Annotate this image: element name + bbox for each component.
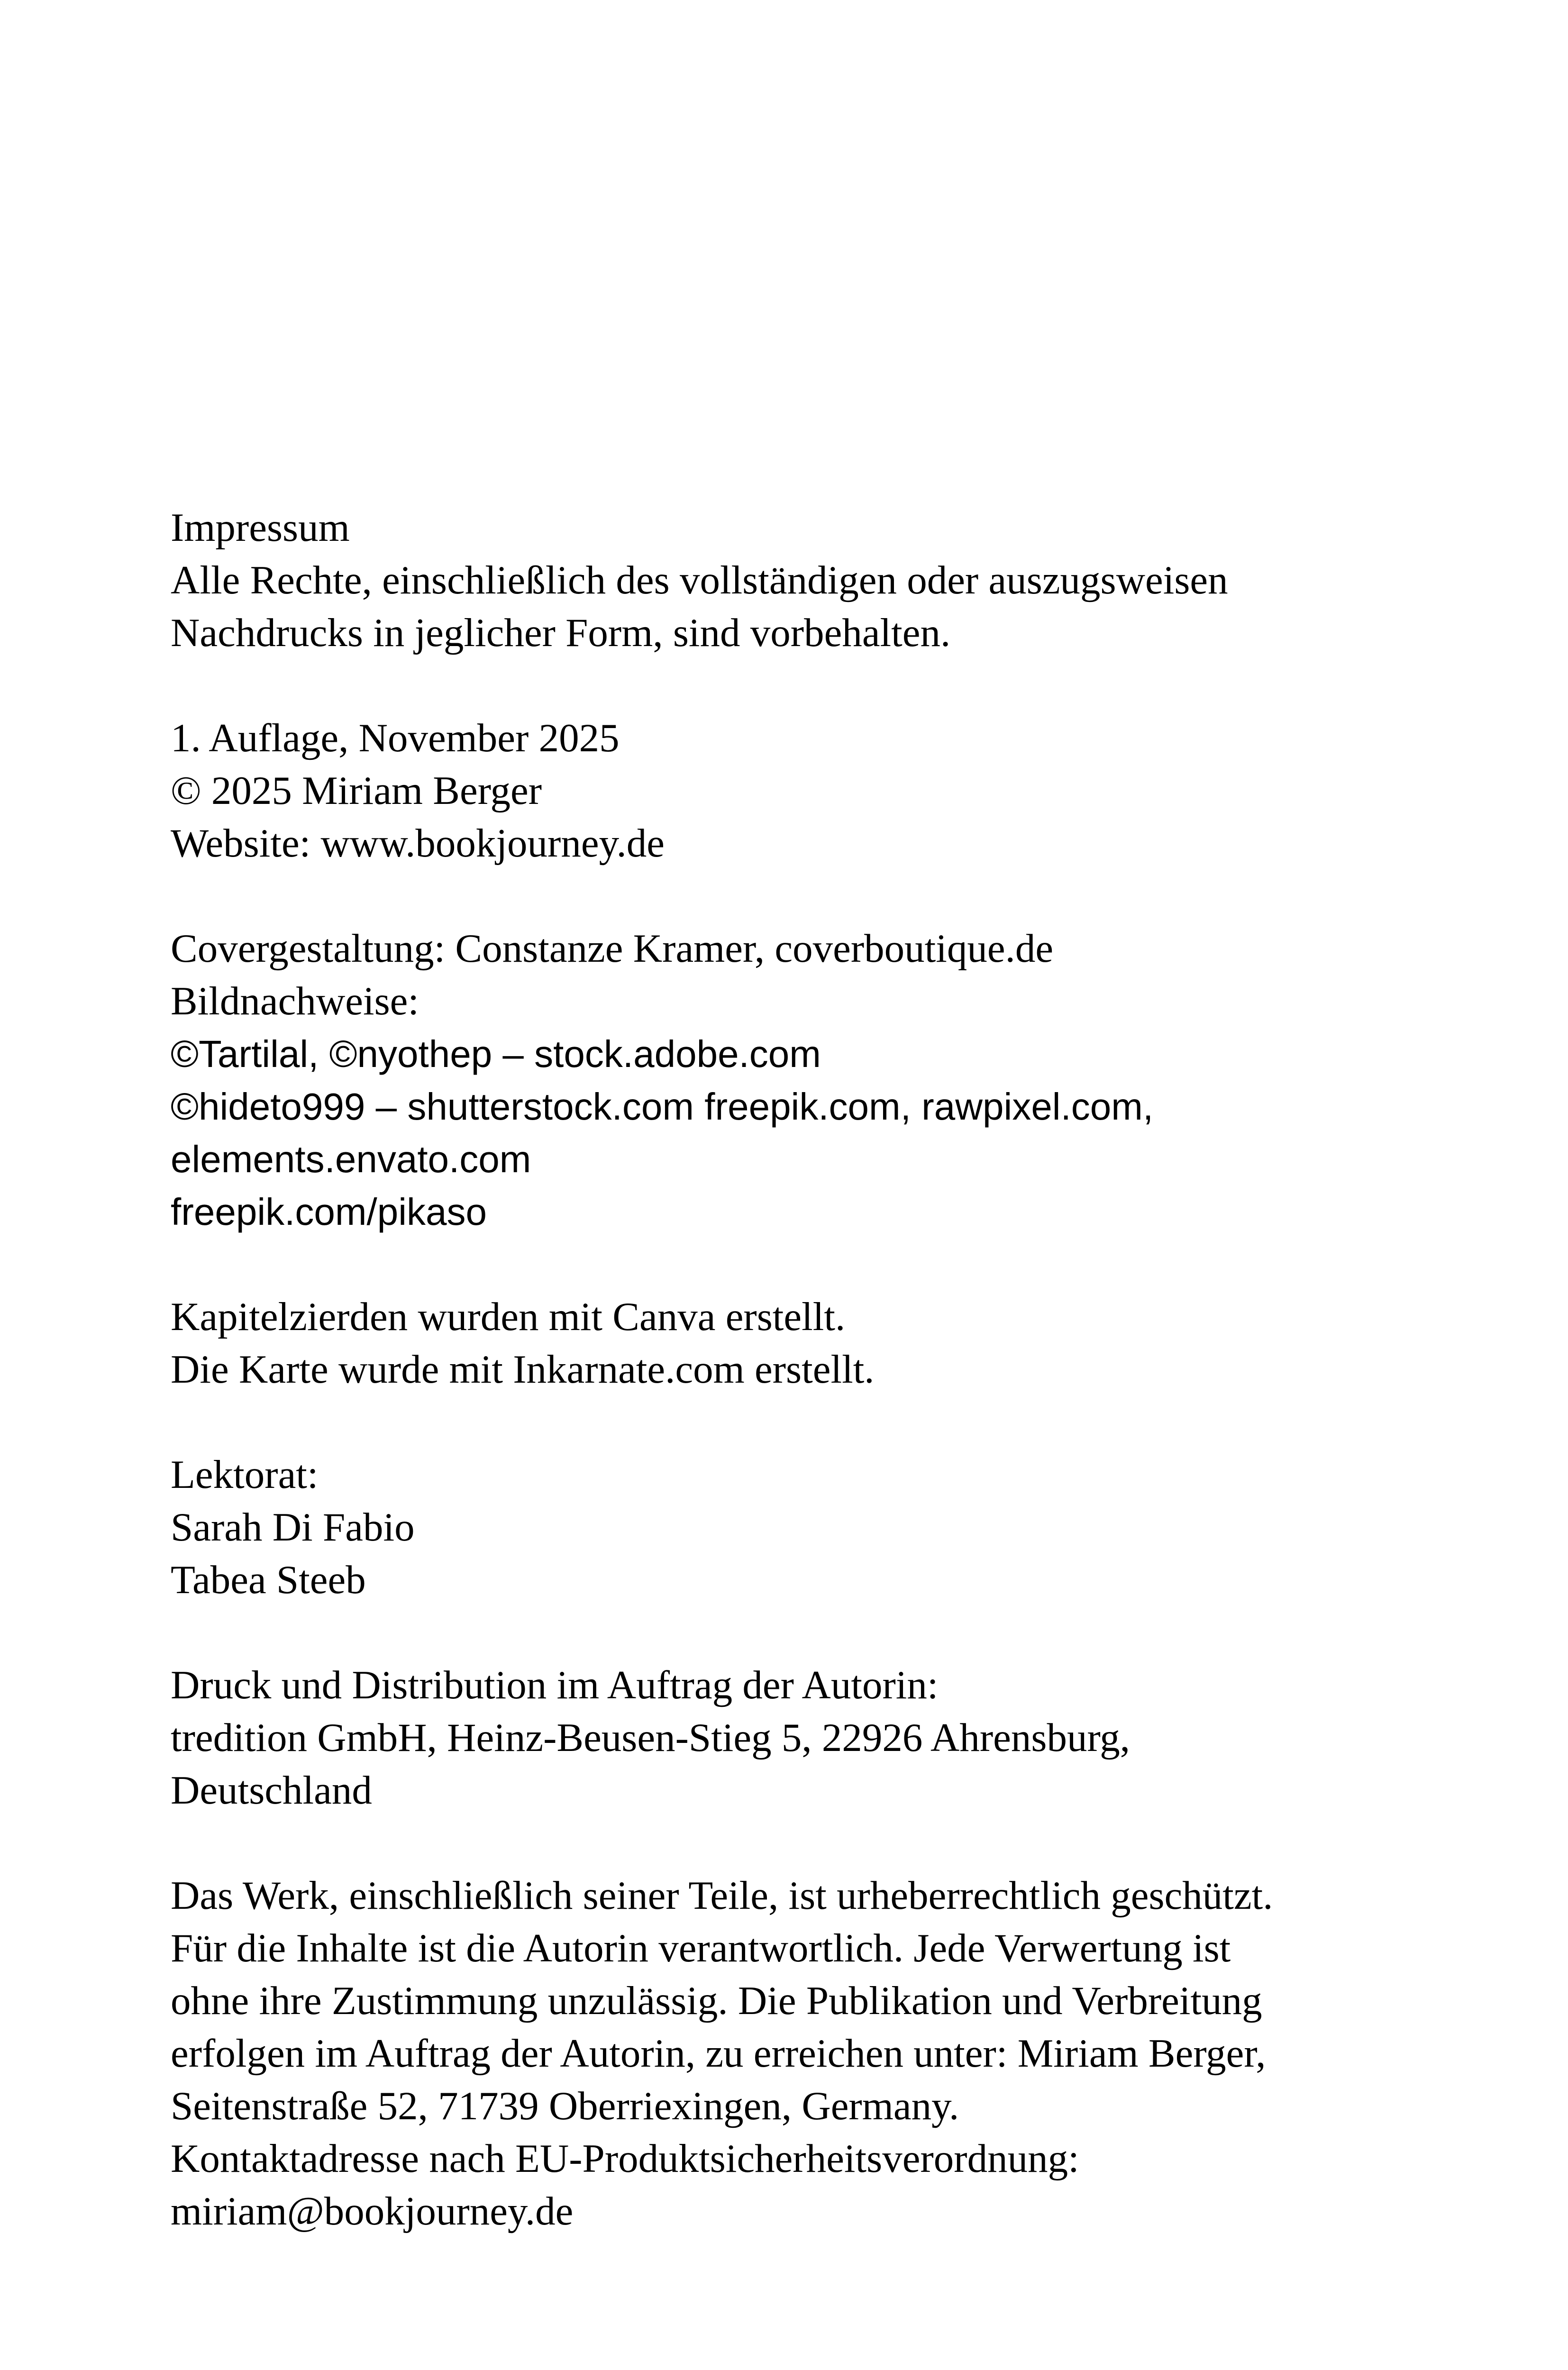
editing-label: Lektorat: — [171, 1452, 319, 1497]
rights-line: Nachdrucks in jeglicher Form, sind vorbehalten. — [171, 611, 951, 655]
image-credit-line: elements.envato.com — [171, 1138, 531, 1180]
rights-line: Alle Rechte, einschließlich des vollständigen oder auszugsweisen — [171, 558, 1228, 602]
legal-line: ohne ihre Zustimmung unzulässig. Die Publikation und Verbreitung — [171, 1978, 1262, 2023]
distribution-section — [171, 1659, 1403, 1817]
tools-line: Kapitelzierden wurden mit Canva erstellt. — [171, 1294, 846, 1339]
edition-line: 1. Auflage, November 2025 — [171, 716, 620, 760]
tools-line: Die Karte wurde mit Inkarnate.com erstellt. — [171, 1347, 875, 1392]
image-credit-line: freepik.com/pikaso — [171, 1191, 487, 1233]
legal-line: Seitenstraße 52, 71739 Oberriexingen, Germany. — [171, 2084, 959, 2128]
tools-section — [171, 1291, 1403, 1396]
legal-line: Das Werk, einschließlich seiner Teile, ist urheberrechtlich geschützt. — [171, 1873, 1273, 1918]
imprint-heading: Impressum — [171, 505, 350, 550]
imprint-text — [171, 501, 1403, 2238]
copyright-line: © 2025 Miriam Berger — [171, 768, 542, 813]
editor-name: Tabea Steeb — [171, 1558, 366, 1602]
image-credits-label: Bildnachweise: — [171, 979, 419, 1023]
distribution-line: Deutschland — [171, 1768, 372, 1813]
image-credit-line: ©Tartilal, ©nyothep – stock.adobe.com — [171, 1033, 821, 1075]
credits-section — [171, 922, 1403, 1238]
legal-section — [171, 1869, 1403, 2238]
editor-name: Sarah Di Fabio — [171, 1505, 415, 1550]
edition-section — [171, 712, 1403, 870]
editing-section — [171, 1449, 1403, 1606]
legal-line: erfolgen im Auftrag der Autorin, zu erreichen unter: Miriam Berger, — [171, 2031, 1266, 2076]
legal-line: Für die Inhalte ist die Autorin verantwortlich. Jede Verwertung ist — [171, 1926, 1231, 1970]
contact-email: miriam@bookjourney.de — [171, 2189, 574, 2233]
cover-credit: Covergestaltung: Constanze Kramer, coverboutique.de — [171, 926, 1054, 971]
image-credit-line: ©hideto999 – shutterstock.com freepik.com, rawpixel.com, — [171, 1085, 1154, 1128]
distribution-line: Druck und Distribution im Auftrag der Autorin: — [171, 1663, 939, 1707]
distribution-line: tredition GmbH, Heinz-Beusen-Stieg 5, 22926 Ahrensburg, — [171, 1715, 1130, 1760]
legal-line: Kontaktadresse nach EU-Produktsicherheitsverordnung: — [171, 2136, 1079, 2181]
website-line: Website: www.bookjourney.de — [171, 821, 665, 866]
rights-section — [171, 501, 1403, 659]
